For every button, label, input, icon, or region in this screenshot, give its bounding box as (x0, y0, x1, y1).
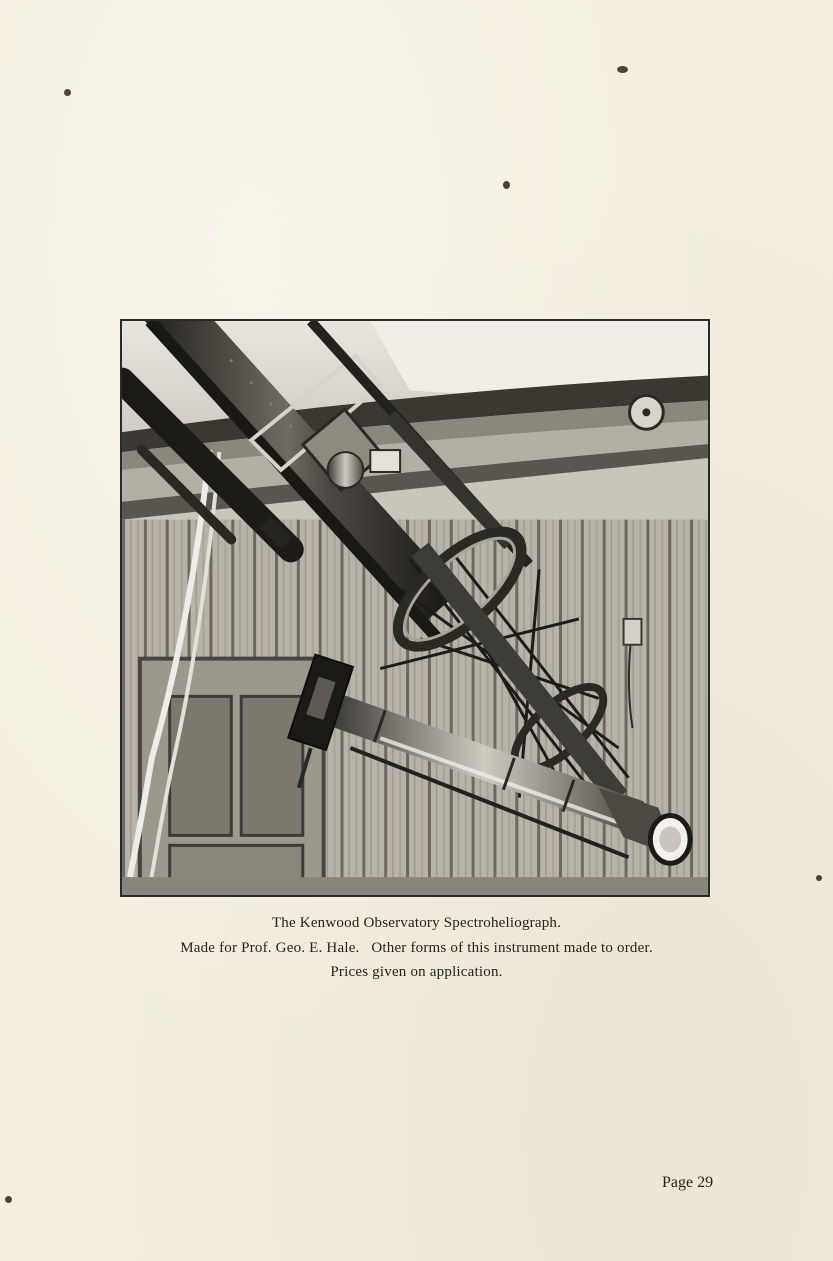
photo-caption-prices: Prices given on application. (330, 964, 503, 980)
paper-speck (5, 1196, 12, 1203)
page-number: Page 29 (662, 1174, 714, 1191)
paper-speck (64, 89, 71, 96)
photo-caption-title: The Kenwood Observatory Spectroheliograph. (271, 915, 562, 931)
spectroheliograph-photo (120, 319, 710, 897)
photo-caption-maker: Made for Prof. Geo. E. Hale. Other forms of this instrument made to order. (180, 940, 653, 956)
paper-speck (503, 181, 510, 189)
paper-speck (816, 875, 822, 881)
photo-illustration (122, 321, 708, 895)
paper-speck (617, 66, 628, 73)
